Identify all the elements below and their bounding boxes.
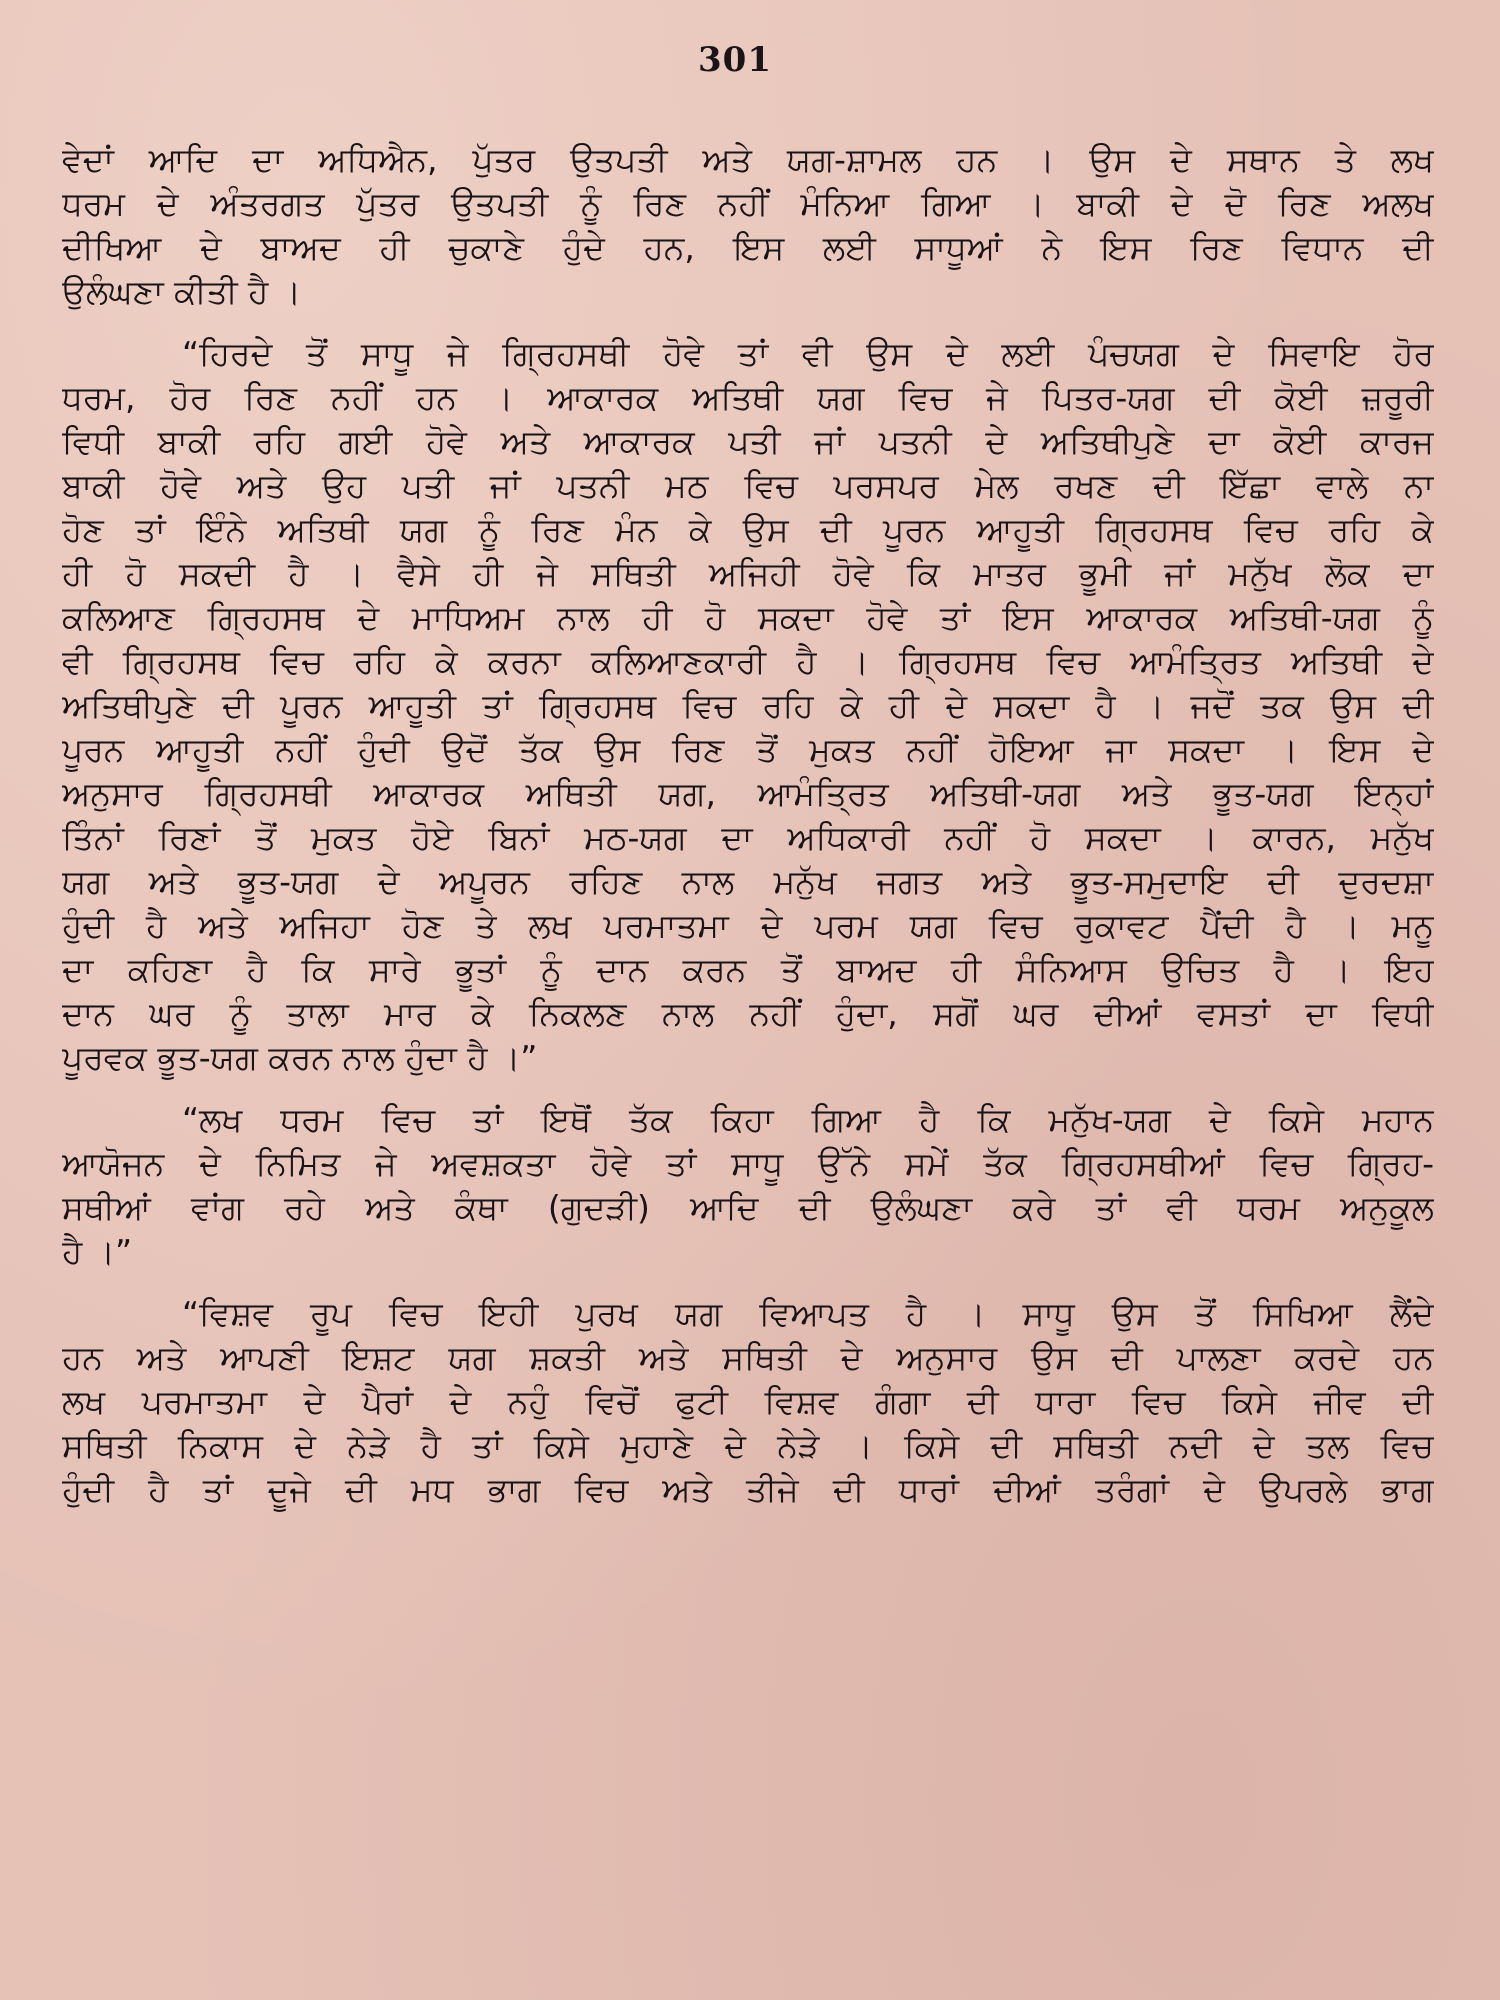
text-line: “ਵਿਸ਼ਵ ਰੂਪ ਵਿਚ ਇਹੀ ਪੁਰਖ ਯਗ ਵਿਆਪਤ ਹੈ । ਸਾਧੂ ਉਸ ਤੋਂ ਸਿਖਿਆ ਲੈਂਦੇ: [182, 1294, 1434, 1333]
paragraph-4: [62, 1292, 1434, 1512]
text-line: ਅਤਿਥੀਪੁਣੇ ਦੀ ਪੂਰਨ ਆਹੂਤੀ ਤਾਂ ਗ੍ਰਿਹਸਥ ਵਿਚ ਰਹਿ ਕੇ ਹੀ ਦੇ ਸਕਦਾ ਹੈ । ਜਦੋਂ ਤਕ ਉਸ ਦੀ: [62, 686, 1434, 725]
paragraph-1: [62, 138, 1434, 314]
text-line: “ਹਿਰਦੇ ਤੋਂ ਸਾਧੂ ਜੇ ਗ੍ਰਿਹਸਥੀ ਹੋਵੇ ਤਾਂ ਵੀ ਉਸ ਦੇ ਲਈ ਪੰਚਯਗ ਦੇ ਸਿਵਾਇ ਹੋਰ: [182, 334, 1434, 373]
text-line: ਹੁੰਦੀ ਹੈ ਤਾਂ ਦੂਜੇ ਦੀ ਮਧ ਭਾਗ ਵਿਚ ਅਤੇ ਤੀਜੇ ਦੀ ਧਾਰਾਂ ਦੀਆਂ ਤਰੰਗਾਂ ਦੇ ਉਪਰਲੇ ਭਾਗ: [62, 1470, 1434, 1509]
paragraph-2: [62, 332, 1434, 1080]
text-line: ਵੀ ਗ੍ਰਿਹਸਥ ਵਿਚ ਰਹਿ ਕੇ ਕਰਨਾ ਕਲਿਆਣਕਾਰੀ ਹੈ । ਗ੍ਰਿਹਸਥ ਵਿਚ ਆਮੰਤ੍ਰਿਤ ਅਤਿਥੀ ਦੇ: [62, 642, 1434, 681]
text-line: ਪੂਰਵਕ ਭੂਤ-ਯਗ ਕਰਨ ਨਾਲ ਹੁੰਦਾ ਹੈ ।”: [62, 1038, 538, 1077]
text-line: ਵਿਧੀ ਬਾਕੀ ਰਹਿ ਗਈ ਹੋਵੇ ਅਤੇ ਆਕਾਰਕ ਪਤੀ ਜਾਂ ਪਤਨੀ ਦੇ ਅਤਿਥੀਪੁਣੇ ਦਾ ਕੋਈ ਕਾਰਜ: [62, 422, 1434, 461]
text-line: ਦਾਨ ਘਰ ਨੂੰ ਤਾਲਾ ਮਾਰ ਕੇ ਨਿਕਲਣ ਨਾਲ ਨਹੀਂ ਹੁੰਦਾ, ਸਗੋਂ ਘਰ ਦੀਆਂ ਵਸਤਾਂ ਦਾ ਵਿਧੀ: [62, 994, 1434, 1033]
text-line: ਸਥੀਆਂ ਵਾਂਗ ਰਹੇ ਅਤੇ ਕੰਥਾ (ਗੁਦੜੀ) ਆਦਿ ਦੀ ਉਲੰਘਣਾ ਕਰੇ ਤਾਂ ਵੀ ਧਰਮ ਅਨੁਕੂਲ: [62, 1188, 1434, 1227]
text-line: ਹੀ ਹੋ ਸਕਦੀ ਹੈ । ਵੈਸੇ ਹੀ ਜੇ ਸਥਿਤੀ ਅਜਿਹੀ ਹੋਵੇ ਕਿ ਮਾਤਰ ਭੂਮੀ ਜਾਂ ਮਨੁੱਖ ਲੋਕ ਦਾ: [62, 554, 1434, 593]
text-line: ਧਰਮ, ਹੋਰ ਰਿਣ ਨਹੀਂ ਹਨ । ਆਕਾਰਕ ਅਤਿਥੀ ਯਗ ਵਿਚ ਜੇ ਪਿਤਰ-ਯਗ ਦੀ ਕੋਈ ਜ਼ਰੂਰੀ: [62, 378, 1434, 417]
text-line: ਧਰਮ ਦੇ ਅੰਤਰਗਤ ਪੁੱਤਰ ਉਤਪਤੀ ਨੂੰ ਰਿਣ ਨਹੀਂ ਮੰਨਿਆ ਗਿਆ । ਬਾਕੀ ਦੇ ਦੋ ਰਿਣ ਅਲਖ: [62, 184, 1434, 223]
text-line: ਆਯੋਜਨ ਦੇ ਨਿਮਿਤ ਜੇ ਅਵਸ਼ਕਤਾ ਹੋਵੇ ਤਾਂ ਸਾਧੂ ਉੱਨੇ ਸਮੇਂ ਤੱਕ ਗ੍ਰਿਹਸਥੀਆਂ ਵਿਚ ਗ੍ਰਿਹ-: [62, 1144, 1434, 1183]
text-line: ਵੇਦਾਂ ਆਦਿ ਦਾ ਅਧਿਐਨ, ਪੁੱਤਰ ਉਤਪਤੀ ਅਤੇ ਯਗ-ਸ਼ਾਮਲ ਹਨ । ਉਸ ਦੇ ਸਥਾਨ ਤੇ ਲਖ: [62, 140, 1434, 179]
text-line: ਹੋਣ ਤਾਂ ਇੰਨੇ ਅਤਿਥੀ ਯਗ ਨੂੰ ਰਿਣ ਮੰਨ ਕੇ ਉਸ ਦੀ ਪੂਰਨ ਆਹੂਤੀ ਗ੍ਰਿਹਸਥ ਵਿਚ ਰਹਿ ਕੇ: [62, 510, 1434, 549]
text-line: ਲਖ ਪਰਮਾਤਮਾ ਦੇ ਪੈਰਾਂ ਦੇ ਨਹੁੰ ਵਿਚੋਂ ਫੁਟੀ ਵਿਸ਼ਵ ਗੰਗਾ ਦੀ ਧਾਰਾ ਵਿਚ ਕਿਸੇ ਜੀਵ ਦੀ: [62, 1382, 1434, 1421]
text-line: ਹੁੰਦੀ ਹੈ ਅਤੇ ਅਜਿਹਾ ਹੋਣ ਤੇ ਲਖ ਪਰਮਾਤਮਾ ਦੇ ਪਰਮ ਯਗ ਵਿਚ ਰੁਕਾਵਟ ਪੈਂਦੀ ਹੈ । ਮਨੂ: [62, 906, 1434, 945]
text-line: ਦਾ ਕਹਿਣਾ ਹੈ ਕਿ ਸਾਰੇ ਭੂਤਾਂ ਨੂੰ ਦਾਨ ਕਰਨ ਤੋਂ ਬਾਅਦ ਹੀ ਸੰਨਿਆਸ ਉਚਿਤ ਹੈ । ਇਹ: [62, 950, 1434, 989]
text-line: “ਲਖ ਧਰਮ ਵਿਚ ਤਾਂ ਇਥੋਂ ਤੱਕ ਕਿਹਾ ਗਿਆ ਹੈ ਕਿ ਮਨੁੱਖ-ਯਗ ਦੇ ਕਿਸੇ ਮਹਾਨ: [182, 1100, 1434, 1139]
text-line: ਸਥਿਤੀ ਨਿਕਾਸ ਦੇ ਨੇੜੇ ਹੈ ਤਾਂ ਕਿਸੇ ਮੁਹਾਣੇ ਦੇ ਨੇੜੇ । ਕਿਸੇ ਦੀ ਸਥਿਤੀ ਨਦੀ ਦੇ ਤਲ ਵਿਚ: [62, 1426, 1434, 1465]
text-line: ਯਗ ਅਤੇ ਭੂਤ-ਯਗ ਦੇ ਅਪੂਰਨ ਰਹਿਣ ਨਾਲ ਮਨੁੱਖ ਜਗਤ ਅਤੇ ਭੂਤ-ਸਮੁਦਾਇ ਦੀ ਦੁਰਦਸ਼ਾ: [62, 862, 1434, 901]
text-line: ਤਿੰਨਾਂ ਰਿਣਾਂ ਤੋਂ ਮੁਕਤ ਹੋਏ ਬਿਨਾਂ ਮਠ-ਯਗ ਦਾ ਅਧਿਕਾਰੀ ਨਹੀਂ ਹੋ ਸਕਦਾ । ਕਾਰਨ, ਮਨੁੱਖ: [62, 818, 1434, 857]
text-line: ਬਾਕੀ ਹੋਵੇ ਅਤੇ ਉਹ ਪਤੀ ਜਾਂ ਪਤਨੀ ਮਠ ਵਿਚ ਪਰਸਪਰ ਮੇਲ ਰਖਣ ਦੀ ਇੱਛਾ ਵਾਲੇ ਨਾ: [62, 466, 1434, 505]
page-body: [62, 138, 1434, 1512]
text-line: ਹੈ ।”: [62, 1232, 133, 1271]
paragraph-3: [62, 1098, 1434, 1274]
text-line: ਕਲਿਆਣ ਗ੍ਰਿਹਸਥ ਦੇ ਮਾਧਿਅਮ ਨਾਲ ਹੀ ਹੋ ਸਕਦਾ ਹੋਵੇ ਤਾਂ ਇਸ ਆਕਾਰਕ ਅਤਿਥੀ-ਯਗ ਨੂੰ: [62, 598, 1434, 637]
page-number: 301: [698, 40, 772, 80]
text-line: ਦੀਖਿਆ ਦੇ ਬਾਅਦ ਹੀ ਚੁਕਾਣੇ ਹੁੰਦੇ ਹਨ, ਇਸ ਲਈ ਸਾਧੂਆਂ ਨੇ ਇਸ ਰਿਣ ਵਿਧਾਨ ਦੀ: [62, 228, 1434, 267]
text-line: ਪੂਰਨ ਆਹੂਤੀ ਨਹੀਂ ਹੁੰਦੀ ਉਦੋਂ ਤੱਕ ਉਸ ਰਿਣ ਤੋਂ ਮੁਕਤ ਨਹੀਂ ਹੋਇਆ ਜਾ ਸਕਦਾ । ਇਸ ਦੇ: [62, 730, 1434, 769]
text-line: ਹਨ ਅਤੇ ਆਪਣੀ ਇਸ਼ਟ ਯਗ ਸ਼ਕਤੀ ਅਤੇ ਸਥਿਤੀ ਦੇ ਅਨੁਸਾਰ ਉਸ ਦੀ ਪਾਲਣਾ ਕਰਦੇ ਹਨ: [62, 1338, 1434, 1377]
text-line: ਉਲੰਘਣਾ ਕੀਤੀ ਹੈ ।: [62, 272, 302, 311]
text-line: ਅਨੁਸਾਰ ਗ੍ਰਿਹਸਥੀ ਆਕਾਰਕ ਅਥਿਤੀ ਯਗ, ਆਮੰਤ੍ਰਿਤ ਅਤਿਥੀ-ਯਗ ਅਤੇ ਭੂਤ-ਯਗ ਇਨ੍ਹਾਂ: [62, 774, 1434, 813]
